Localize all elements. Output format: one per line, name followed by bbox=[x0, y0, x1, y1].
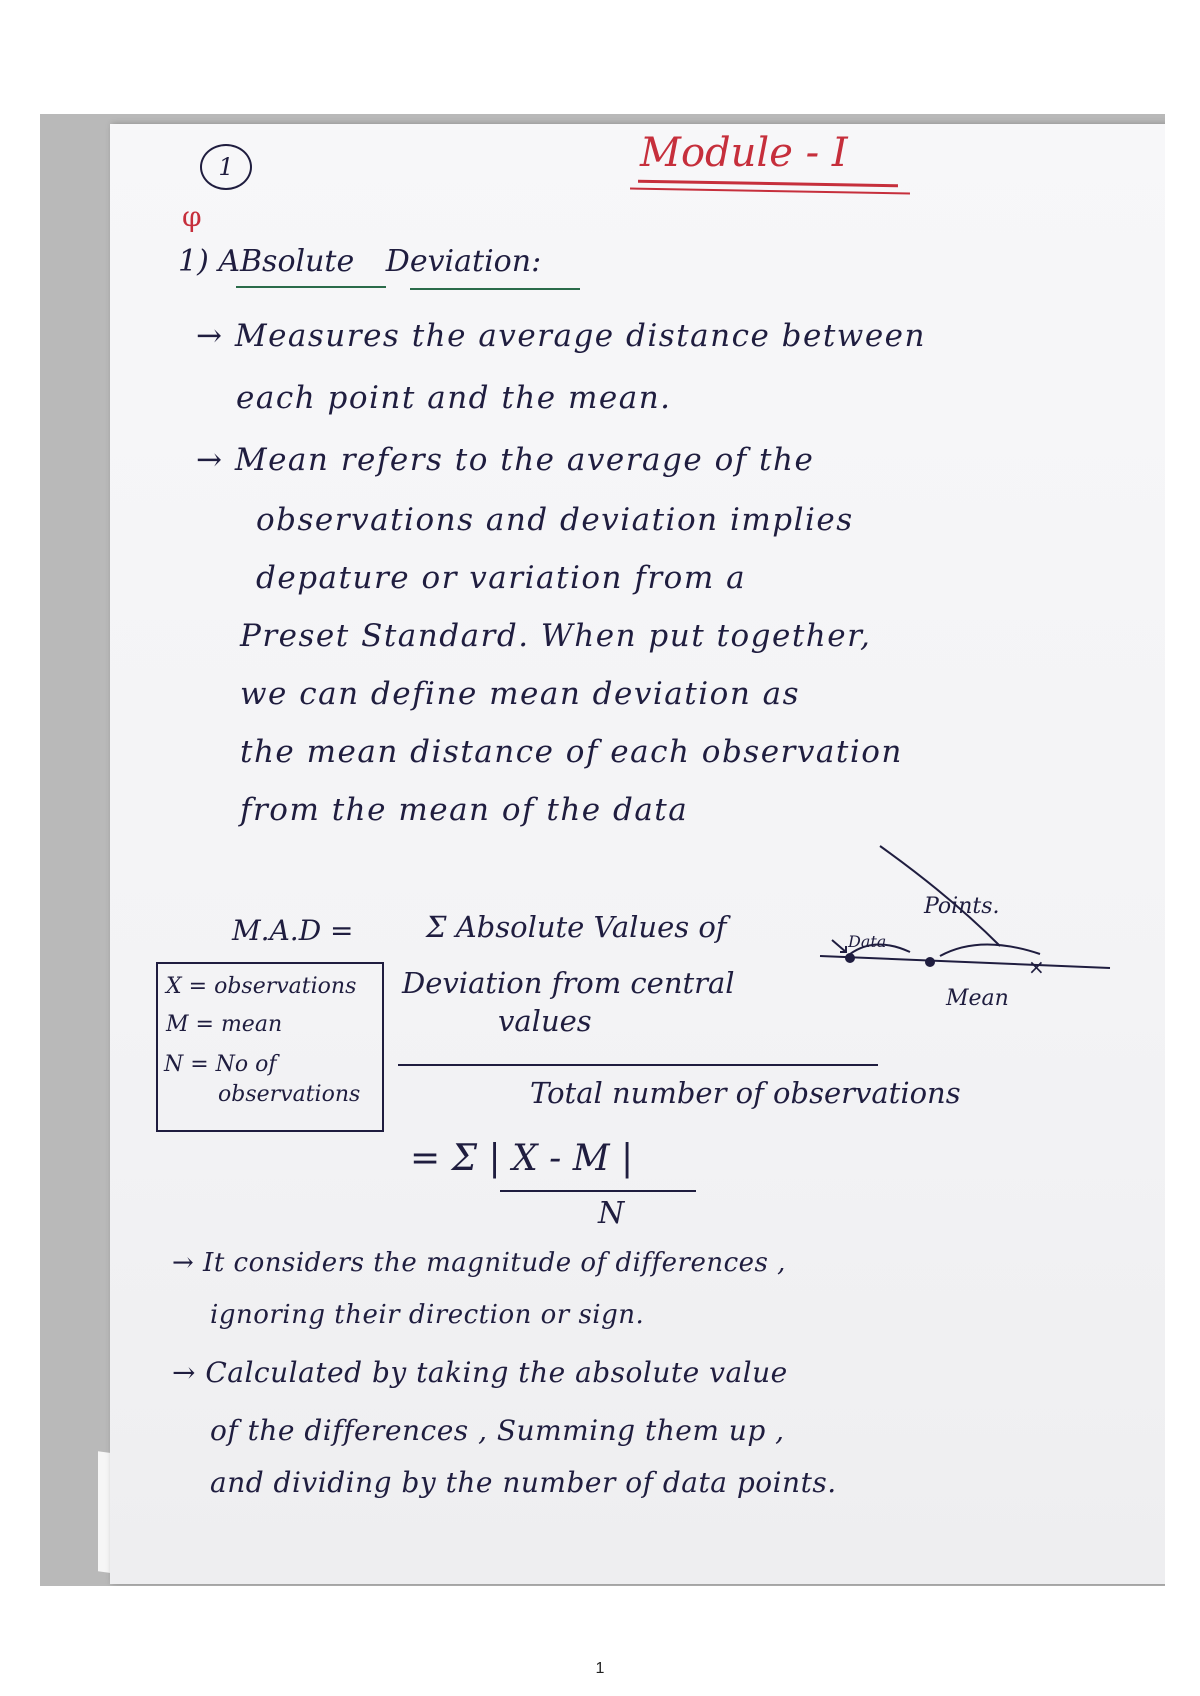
key-line-x: X = observations bbox=[166, 974, 357, 999]
sketch-data-dot bbox=[845, 953, 855, 963]
paragraph-line-7: we can define mean deviation as bbox=[240, 676, 801, 712]
tail-line-4: of the differences , Summing them up , bbox=[210, 1414, 785, 1447]
title-underline-2 bbox=[630, 188, 910, 195]
paragraph-line-9: from the mean of the data bbox=[240, 792, 689, 828]
variable-key-box bbox=[156, 962, 384, 1132]
paragraph-line-5: depature or variation from a bbox=[256, 560, 747, 596]
sketch-arrow bbox=[832, 940, 846, 952]
fraction-bar bbox=[398, 1064, 878, 1066]
heading-underline-1 bbox=[236, 286, 386, 288]
paragraph-line-3: → Mean refers to the average of the bbox=[196, 442, 815, 478]
margin-mark: φ bbox=[182, 200, 202, 233]
key-line-m: M = mean bbox=[166, 1012, 283, 1037]
heading-underline-2 bbox=[410, 288, 580, 290]
circled-page-number bbox=[200, 144, 252, 190]
paragraph-line-4: observations and deviation implies bbox=[256, 502, 854, 538]
tail-line-5: and dividing by the number of data points. bbox=[210, 1466, 837, 1499]
paragraph-line-8: the mean distance of each observation bbox=[240, 734, 903, 770]
paragraph-line-6: Preset Standard. When put together, bbox=[240, 618, 872, 654]
simplified-fraction-bar bbox=[500, 1190, 696, 1192]
formula-simplified-denominator: N bbox=[598, 1196, 625, 1231]
sketch-x-mark: × bbox=[1028, 955, 1045, 979]
sketch-mean-label: Mean bbox=[946, 986, 1009, 1011]
paragraph-line-2: each point and the mean. bbox=[236, 380, 672, 416]
formula-numerator-line-3: values bbox=[498, 1004, 592, 1038]
sketch-arc-right bbox=[940, 944, 1040, 956]
formula-denominator: Total number of observations bbox=[530, 1076, 961, 1110]
footer-page-number: 1 bbox=[595, 1660, 605, 1677]
sketch-mean-dot bbox=[925, 957, 935, 967]
tail-line-1: → It considers the magnitude of differences , bbox=[172, 1248, 786, 1278]
heading-word-absolute: ABsolute bbox=[218, 244, 355, 279]
formula-simplified-numerator: = Σ | X - M | bbox=[410, 1138, 634, 1179]
formula-numerator-line-1: Σ Absolute Values of bbox=[426, 910, 727, 944]
circled-number: 1 bbox=[218, 153, 234, 181]
formula-numerator-line-2: Deviation from central bbox=[402, 966, 735, 1000]
key-line-n-cont: observations bbox=[218, 1082, 361, 1107]
heading-number: 1) bbox=[178, 244, 209, 279]
tail-line-2: ignoring their direction or sign. bbox=[210, 1300, 645, 1330]
sketch-data-label: Data bbox=[848, 932, 887, 951]
sketch-points-label: Points. bbox=[924, 894, 1000, 919]
sketch-number-line bbox=[820, 956, 1110, 968]
page-title: Module - I bbox=[640, 130, 848, 176]
tail-line-3: → Calculated by taking the absolute value bbox=[172, 1356, 788, 1389]
heading-word-deviation: Deviation: bbox=[385, 244, 542, 279]
paragraph-line-1: → Measures the average distance between bbox=[196, 318, 926, 354]
notebook-photo bbox=[40, 114, 1165, 1586]
title-underline bbox=[638, 180, 898, 188]
key-line-n: N = No of bbox=[164, 1052, 277, 1077]
section-heading bbox=[178, 244, 541, 279]
formula-lhs: M.A.D = bbox=[232, 914, 354, 947]
notebook-sheet bbox=[110, 124, 1165, 1584]
